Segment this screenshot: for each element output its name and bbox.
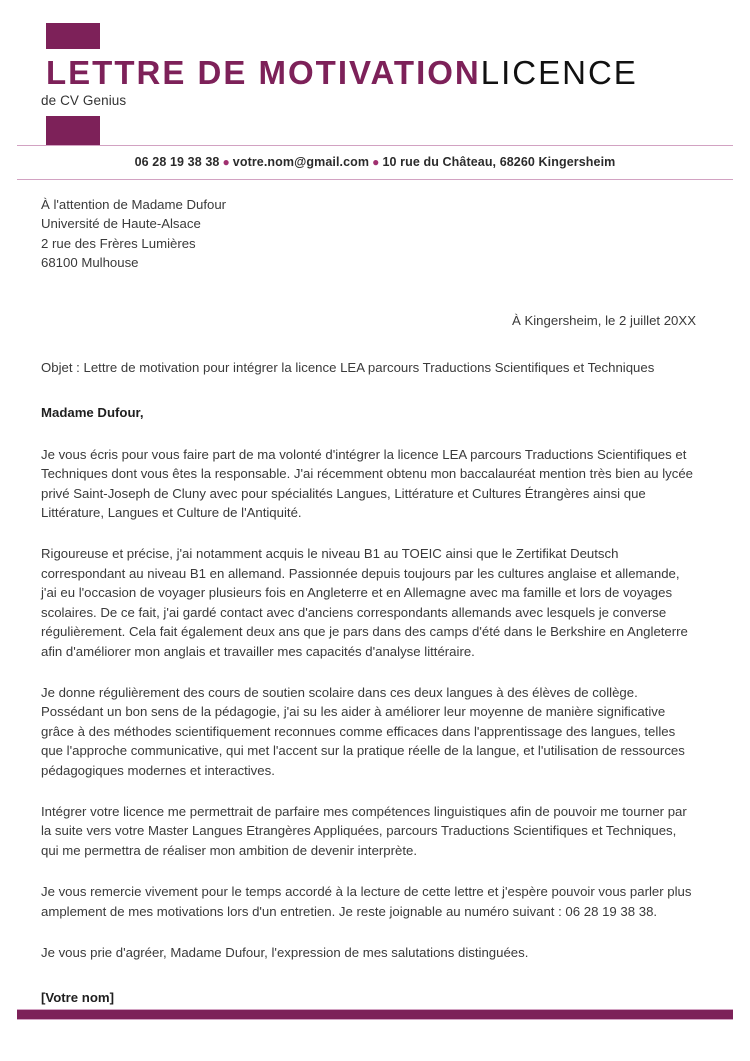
recipient-line-4: 68100 Mulhouse (41, 255, 139, 271)
divider-top (17, 145, 733, 146)
body-paragraph: Je vous remercie vivement pour le temps accordé à la lecture de cette lettre et j'espère pouvoir vous parler plus amplement de mes motivations lors d'un entretien. Je reste joignable au numéro suivant : 06 28 19 38 38. (41, 884, 692, 919)
body-paragraph: Je vous écris pour vous faire part de ma volonté d'intégrer la licence LEA parcours Traductions Scientifiques et Techniques dont vous êtes la responsable. J'ai récemment obtenu mon baccalauréat mention très bien au lycée privé Saint-Joseph de Cluny avec pour spécialités Langues, Littérature et Cultures Étrangères ainsi que Littérature, Langues et Culture de l'Antiquité. (41, 446, 694, 521)
body-paragraph: Je donne régulièrement des cours de soutien scolaire dans ces deux langues à des élèves de collège. Possédant un bon sens de la pédagogie, j'ai su les aider à améliorer leur moyenne de manière significative grâce à des méthodes scientifiquement reconnues comme efficaces dans l'apprentissage des langues, telles que l'approche communicative, qui met l'accent sur la pratique réelle de la langue, et l'utilisation de ressources pédagogiques modernes et interactives. (41, 684, 685, 778)
recipient-line-1: À l'attention de Madame Dufour (41, 197, 227, 212)
page-title-main: LETTRE DE MOTIVATION (46, 54, 481, 91)
byline: de CV Genius (41, 93, 127, 108)
footer-bar (17, 1009, 733, 1020)
contact-bar (17, 155, 733, 169)
document-header (0, 0, 750, 145)
recipient-address (41, 195, 696, 273)
salutation: Madame Dufour, (41, 405, 144, 421)
contact-email: votre.nom@gmail.com (232, 155, 370, 169)
subject-line: Objet : Lettre de motivation pour intégrer la licence LEA parcours Traductions Scientifiques et Techniques (41, 360, 655, 376)
bullet-separator-icon: ● (372, 155, 380, 169)
contact-phone: 06 28 19 38 38 (134, 155, 220, 169)
date-line: À Kingersheim, le 2 juillet 20XX (512, 312, 696, 328)
body-paragraph: Rigoureuse et précise, j'ai notamment acquis le niveau B1 au TOEIC ainsi que le Zertifikat Deutsch correspondant au niveau B1 en allemand. Passionnée depuis toujours par les cultures anglaise et allemande, j'ai eu l'occasion de voyager plusieurs fois en Angleterre et en Allemagne avec ma famille et lors de voyages scolaires. De ce fait, j'ai gardé contact avec d'anciens correspondants allemands avec lesquels je converse régulièrement. Cela fait également deux ans que je pars dans des camps d'été dans le Berkshire en Angleterre afin d'améliorer mon anglais et travailler mes capacités d'analyse littéraire. (41, 546, 688, 659)
document-title (46, 54, 733, 92)
divider-bottom (17, 179, 733, 180)
body-paragraph: Intégrer votre licence me permettrait de parfaire mes compétences linguistiques afin de pouvoir me tourner par la suite vers votre Master Langues Etrangères Appliquées, parcours Traductions Scientifiques et Techniques, qui me permettra de réaliser mon ambition de devenir interprète. (41, 803, 687, 858)
signature-placeholder: [Votre nom] (41, 990, 115, 1006)
body-paragraph: Je vous prie d'agréer, Madame Dufour, l'expression de mes salutations distinguées. (41, 944, 529, 960)
contact-address: 10 rue du Château, 68260 Kingersheim (382, 155, 616, 169)
page-title-sub: LICENCE (480, 54, 638, 91)
bullet-separator-icon: ● (222, 155, 230, 169)
recipient-line-2: Université de Haute-Alsace (41, 216, 201, 232)
recipient-line-3: 2 rue des Frères Lumières (41, 235, 196, 251)
decorative-block-bottom-icon (46, 116, 100, 145)
letter-body (41, 195, 696, 1008)
decorative-block-top-icon (46, 23, 100, 49)
